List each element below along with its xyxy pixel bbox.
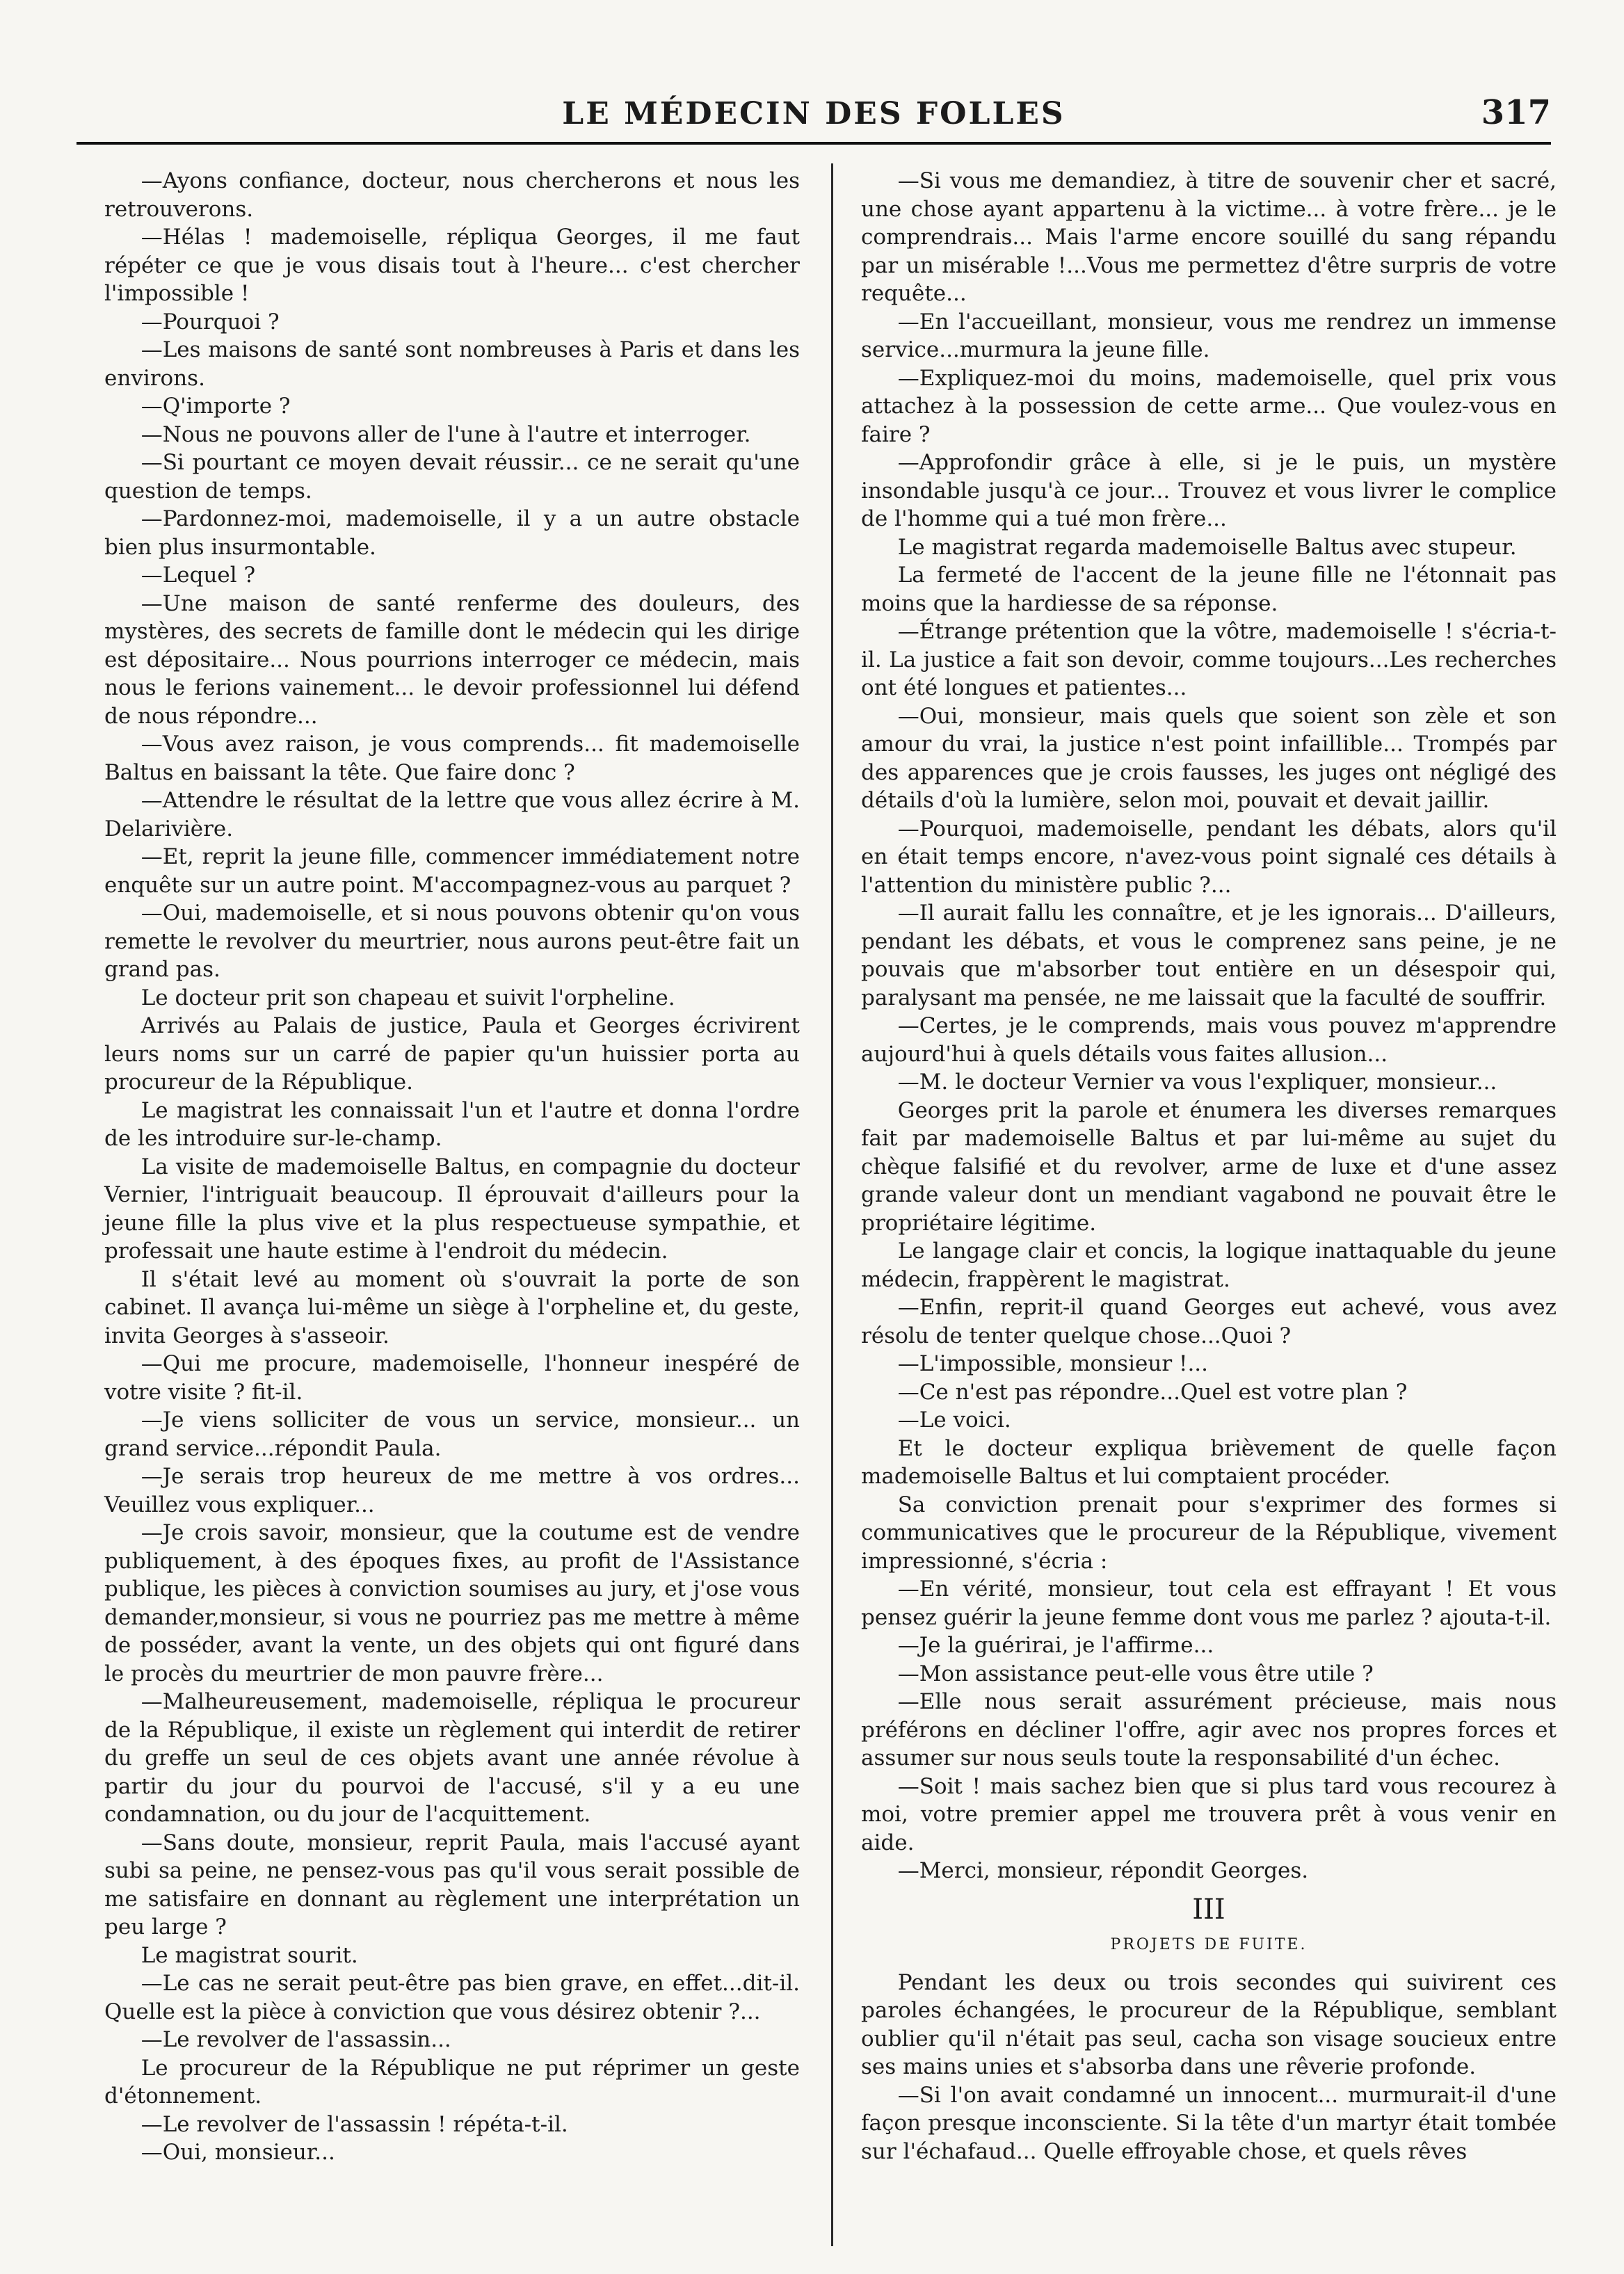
paragraph: —Vous avez raison, je vous comprends... fit mademoiselle Baltus en baissant la tête. Que faire donc ? <box>104 732 800 785</box>
page-number: 317 <box>1481 93 1551 132</box>
paragraph: —Je la guérirai, je l'affirme... <box>897 1633 1214 1658</box>
paragraph: —Malheureusement, mademoiselle, répliqua le procureur de la République, il existe un règlement qui interdit de retirer du greffe un seul de ces objets avant une année révolue à partir du jour du pourvoi de l'accusé, s'il y a eu une condamnation, ou du jour de l'acquittement. <box>104 1689 800 1827</box>
paragraph: —Mon assistance peut-elle vous être utile ? <box>897 1661 1374 1686</box>
right-column-text <box>861 167 1557 1885</box>
paragraph: Georges prit la parole et énumera les diverses remarques fait par mademoiselle Baltus et par lui-même au sujet du chèque falsifié et du revolver, arme de luxe et d'une assez grande valeur dont un mendiant vagabond ne pouvait être le propriétaire légitime. <box>861 1097 1557 1236</box>
paragraph: —Nous ne pouvons aller de l'une à l'autre et interroger. <box>140 421 751 447</box>
chapter-title: PROJETS DE FUITE. <box>1110 1935 1308 1953</box>
paragraph: —Étrange prétention que la vôtre, mademoiselle ! s'écria-t-il. La justice a fait son devoir, comme toujours...Les recherches ont été longues et patientes... <box>861 619 1557 700</box>
running-title: LE MÉDECIN DES FOLLES <box>562 96 1066 131</box>
column-divider <box>831 163 833 2246</box>
paragraph: —Merci, monsieur, répondit Georges. <box>897 1858 1309 1883</box>
paragraph: —Enfin, reprit-il quand Georges eut achevé, vous avez résolu de tenter quelque chose...Quoi ? <box>861 1295 1557 1348</box>
paragraph: —Oui, mademoiselle, et si nous pouvons obtenir qu'on vous remette le revolver du meurtrier, nous aurons peut-être fait un grand pas. <box>104 901 800 982</box>
paragraph: —Ayons confiance, docteur, nous chercherons et nous les retrouverons. <box>104 168 800 222</box>
paragraph: —Je viens solliciter de vous un service, monsieur... un grand service...répondit Paula. <box>104 1408 800 1461</box>
paragraph: —Elle nous serait assurément précieuse, mais nous préférons en décliner l'offre, agir avec nos propres forces et assumer sur nous seuls toute la responsabilité d'un échec. <box>861 1689 1557 1771</box>
paragraph: —Soit ! mais sachez bien que si plus tard vous recourez à moi, votre premier appel me trouvera prêt à vous venir en aide. <box>861 1773 1557 1855</box>
paragraph: Le magistrat regarda mademoiselle Baltus avec stupeur. <box>897 534 1517 560</box>
paragraph: —Si l'on avait condamné un innocent... murmurait-il d'une façon presque inconsciente. Si la tête d'un martyr était tombée sur l'échafaud... Quelle effroyable chose, et quels rêves <box>861 2082 1557 2164</box>
paragraph: Le langage clair et concis, la logique inattaquable du jeune médecin, frappèrent le magistrat. <box>861 1239 1557 1292</box>
paragraph: Le docteur prit son chapeau et suivit l'orpheline. <box>140 985 675 1010</box>
paragraph: Le magistrat les connaissait l'un et l'autre et donna l'ordre de les introduire sur-le-champ. <box>104 1097 800 1151</box>
paragraph: —Je crois savoir, monsieur, que la coutume est de vendre publiquement, à des époques fixes, au profit de l'Assistance publique, les pièces à conviction soumises au jury, et j'ose vous demander,monsieur, si vous ne pourriez pas me mettre à même de posséder, avant la vente, un des objets qui ont figuré dans le procès du meurtrier de mon pauvre frère... <box>104 1520 800 1686</box>
paragraph: —Approfondir grâce à elle, si je le puis, un mystère insondable jusqu'à ce jour... Trouvez et vous livrer le complice de l'homme qui a tué mon frère... <box>861 450 1557 531</box>
paragraph: —Attendre le résultat de la lettre que vous allez écrire à M. Delarivière. <box>104 788 800 841</box>
paragraph: —En vérité, monsieur, tout cela est effrayant ! Et vous pensez guérir la jeune femme dont vous me parlez ? ajouta-t-il. <box>861 1577 1557 1630</box>
paragraph: Et le docteur expliqua brièvement de quelle façon mademoiselle Baltus et lui comptaient procéder. <box>861 1435 1557 1489</box>
paragraph: —Expliquez-moi du moins, mademoiselle, quel prix vous attachez à la possession de cette arme... Que voulez-vous en faire ? <box>861 365 1557 447</box>
paragraph: —Le revolver de l'assassin ! répéta-t-il. <box>140 2111 568 2137</box>
paragraph: —Le cas ne serait peut-être pas bien grave, en effet...dit-il. Quelle est la pièce à conviction que vous désirez obtenir ?... <box>104 1971 800 2024</box>
paragraph: —Le voici. <box>897 1408 1011 1433</box>
paragraph: —Et, reprit la jeune fille, commencer immédiatement notre enquête sur un autre point. M'accompagnez-vous au parquet ? <box>104 844 800 898</box>
paragraph: Il s'était levé au moment où s'ouvrait la porte de son cabinet. Il avança lui-même un siège à l'orpheline et, du geste, invita Georges à s'asseoir. <box>104 1266 800 1348</box>
paragraph: —Le revolver de l'assassin... <box>140 2027 451 2052</box>
paragraph: Sa conviction prenait pour s'exprimer des formes si communicatives que le procureur de la République, vivement impressionné, s'écria : <box>861 1492 1557 1574</box>
page-header <box>77 82 1551 145</box>
paragraph: Pendant les deux ou trois secondes qui suivirent ces paroles échangées, le procureur de la République, semblant oublier qu'il n'était pas seul, cacha son visage soucieux entre ses mains unies et s'absorba dans une rêverie profonde. <box>861 1969 1557 2079</box>
paragraph: —Oui, monsieur, mais quels que soient son zèle et son amour du vrai, la justice n'est point infaillible... Trompés par des apparences que je crois fausses, les juges ont négligé des détails d'où la lumière, selon moi, pouvait et devait jaillir. <box>861 703 1557 813</box>
paragraph: —Certes, je le comprends, mais vous pouvez m'apprendre aujourd'hui à quels détails vous faites allusion... <box>861 1013 1557 1067</box>
chapter-text <box>861 1969 1557 2166</box>
paragraph: La fermeté de l'accent de la jeune fille ne l'étonnait pas moins que la hardiesse de sa réponse. <box>861 563 1557 616</box>
paragraph: Le procureur de la République ne put réprimer un geste d'étonnement. <box>104 2055 800 2108</box>
paragraph: —Les maisons de santé sont nombreuses à Paris et dans les environs. <box>104 337 800 391</box>
paragraph: —Pourquoi, mademoiselle, pendant les débats, alors qu'il en était temps encore, n'avez-vous point signalé ces détails à l'attention du ministère public ?... <box>861 816 1557 898</box>
chapter-number: III <box>1192 1893 1225 1926</box>
paragraph: —Lequel ? <box>140 563 256 588</box>
paragraph: —Une maison de santé renferme des douleurs, des mystères, des secrets de famille dont le médecin qui les dirige est dépositaire... Nous pourrions interroger ce médecin, mais nous le ferions vainement... le devoir professionnel lui défend de nous répondre... <box>104 590 800 729</box>
paragraph: —Q'importe ? <box>140 394 291 419</box>
paragraph: —M. le docteur Vernier va vous l'expliquer, monsieur... <box>897 1070 1497 1095</box>
right-column <box>861 167 1557 2246</box>
paragraph: —En l'accueillant, monsieur, vous me rendrez un immense service...murmura la jeune fille. <box>861 309 1557 362</box>
paragraph: —Hélas ! mademoiselle, répliqua Georges, il me faut répéter ce que je vous disais tout à l'heure... c'est chercher l'impossible ! <box>104 225 800 306</box>
paragraph: —Pourquoi ? <box>140 309 280 334</box>
paragraph: —L'impossible, monsieur !... <box>897 1351 1209 1376</box>
paragraph: —Qui me procure, mademoiselle, l'honneur inespéré de votre visite ? fit-il. <box>104 1351 800 1405</box>
paragraph: —Si pourtant ce moyen devait réussir... ce ne serait qu'une question de temps. <box>104 450 800 503</box>
left-column <box>104 167 800 2246</box>
paragraph: La visite de mademoiselle Baltus, en compagnie du docteur Vernier, l'intriguait beaucoup. Il éprouvait d'ailleurs pour la jeune fille la plus vive et la plus respectueuse sympathie, et professait une haute estime à l'endroit du médecin. <box>104 1154 800 1264</box>
paragraph: —Oui, monsieur... <box>140 2140 335 2165</box>
paragraph: —Si vous me demandiez, à titre de souvenir cher et sacré, une chose ayant appartenu à la victime... à votre frère... je le comprendrais... Mais l'arme encore souillé du sang répandu par un misérable !...Vous me permettez d'être surpris de votre requête... <box>861 168 1557 306</box>
paragraph: —Il aurait fallu les connaître, et je les ignorais... D'ailleurs, pendant les débats, et vous le comprenez sans peine, je ne pouvais que m'absorber tout entière en un désespoir qui, paralysant ma pensée, ne me laissait que la faculté de souffrir. <box>861 901 1557 1010</box>
paragraph: —Pardonnez-moi, mademoiselle, il y a un autre obstacle bien plus insurmontable. <box>104 506 800 560</box>
paragraph: —Sans doute, monsieur, reprit Paula, mais l'accusé ayant subi sa peine, ne pensez-vous pas qu'il vous serait possible de me satisfaire en donnant au règlement une interprétation un peu large ? <box>104 1830 800 1940</box>
paragraph: —Je serais trop heureux de me mettre à vos ordres... Veuillez vous expliquer... <box>104 1464 800 1517</box>
paragraph: —Ce n'est pas répondre...Quel est votre plan ? <box>897 1379 1408 1405</box>
paragraph: Le magistrat sourit. <box>140 1942 358 1968</box>
paragraph: Arrivés au Palais de justice, Paula et Georges écrivirent leurs noms sur un carré de papier qu'un huissier porta au procureur de la République. <box>104 1013 800 1095</box>
